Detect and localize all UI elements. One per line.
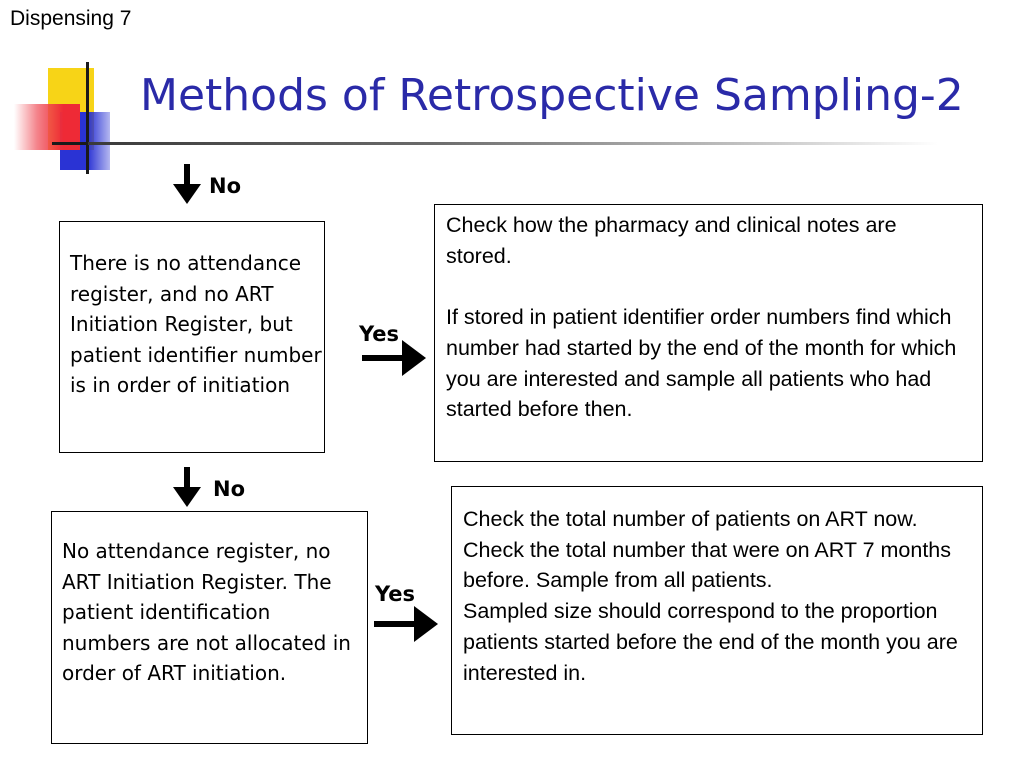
right-arrow-icon [374, 604, 440, 644]
title-rule [88, 142, 938, 145]
condition-text: There is no attendance register, and no ART Initiation Register, but patient identifier number is in order of initiation [70, 251, 322, 397]
right-arrow-icon [362, 338, 428, 378]
yes-label: Yes [359, 322, 400, 346]
action-box-2 [451, 486, 983, 735]
condition-box-2 [51, 511, 368, 744]
action-text-1b: If stored in patient identifier order numbers find which number had started by the end of the month for which you are interested and sample all patients who had started before then. [446, 305, 957, 422]
action-text-1a: Check how the pharmacy and clinical notes are stored. [446, 213, 897, 268]
condition-text: No attendance register, no ART Initiation Register. The patient identification numbers are not allocated in order of ART initiation. [62, 539, 351, 685]
action-box-1 [434, 204, 983, 462]
no-label: No [213, 477, 246, 501]
yes-label: Yes [375, 582, 416, 606]
action-text-2b: Sampled size should correspond to the proportion patients started before the end of the month you are interested in. [463, 599, 958, 685]
slide-title: Methods of Retrospective Sampling-2 [140, 70, 964, 121]
down-arrow-icon [172, 467, 202, 509]
no-label: No [209, 174, 242, 198]
condition-box-1 [59, 221, 325, 453]
action-text-2a: Check the total number of patients on ART now. Check the total number that were on ART 7 months before. Sample from all patients. [463, 507, 952, 593]
down-arrow-icon [172, 164, 202, 206]
slide-label: Dispensing 7 [10, 7, 132, 30]
decorative-logo [0, 0, 150, 180]
logo-vertical-line [86, 62, 89, 174]
